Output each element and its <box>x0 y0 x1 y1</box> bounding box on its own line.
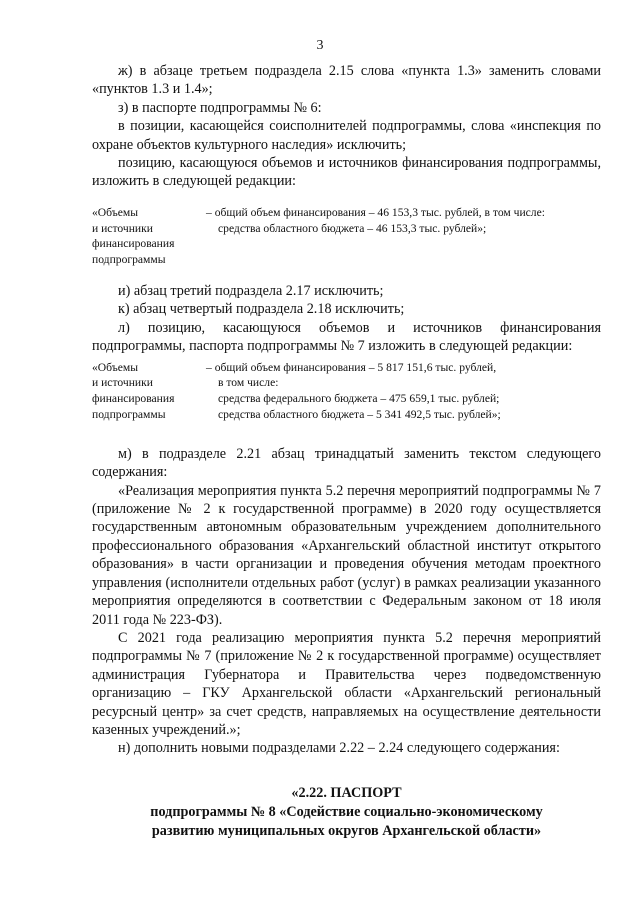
funding-label: «Объемы и источники финансирования подпрограммы <box>92 205 175 267</box>
title-line-1: «2.22. ПАСПОРТ <box>291 784 402 801</box>
paragraph-zh: ж) в абзаце третьем подраздела 2.15 слова «пункта 1.3» заменить словами «пунктов 1.3 и 1.4»; <box>92 63 601 98</box>
paragraph-2021: С 2021 года реализацию мероприятия пункта 5.2 перечня мероприятий подпрограммы № 7 (приложение № 2 к государственной программе) осуществляет администрация Губернатора и Правительства через подведомственную организацию – ГКУ Архангельской области «Архангельский региональный ресурсный центр» за счет средств, направляемых на осуществление деятельности казенных учреждений.»; <box>92 629 601 738</box>
title-line-3: развитию муниципальных округов Архангельской области» <box>151 822 542 839</box>
paragraph-z: з) в паспорте подпрограммы № 6: <box>118 99 322 116</box>
title-line-2: подпрограммы № 8 «Содействие социально-экономическому <box>150 803 543 820</box>
paragraph-l: л) позицию, касающуюся объемов и источников финансирования подпрограммы, паспорта подпрограммы № 7 изложить в следующей редакции: <box>92 319 601 355</box>
paragraph-k: к) абзац четвертый подраздела 2.18 исключить; <box>118 301 405 318</box>
page-number: 3 <box>316 38 324 53</box>
paragraph-n: н) дополнить новыми подразделами 2.22 – 2.24 следующего содержания: <box>118 740 560 757</box>
section-title <box>92 784 601 841</box>
paragraph-realization: «Реализация мероприятия пункта 5.2 перечня мероприятий подпрограммы № 7 (приложение № 2 к государственной программе) в 2020 году осуществляется государственным автономным образовательным учреждением дополнительного профессионального образования «Архангельский областной институт открытого образования» в части организации и проведения обучения методам проектного управления (исполнители отдельных работ (услуг) в рамках реализации указанного мероприятия определяются в соответствии с Федеральным законом от 18 июля 2011 года № 223-ФЗ). <box>92 482 601 628</box>
paragraph-soispolniteli: в позиции, касающейся соисполнителей подпрограммы, слова «инспекция по охране объектов культурного наследия» исключить; <box>92 118 601 153</box>
paragraph-i: и) абзац третий подраздела 2.17 исключить; <box>118 283 384 300</box>
document-body <box>92 62 601 841</box>
funding-value: – общий объем финансирования – 5 817 151,6 тыс. рублей, в том числе: средства федерального бюджета – 475 659,1 тыс. рублей; средства областного бюджета – 5 341 492,5 тыс. рублей»; <box>206 360 501 422</box>
funding-value: – общий объем финансирования – 46 153,3 тыс. рублей, в том числе: средства областного бюджета – 46 153,3 тыс. рублей»; <box>206 205 545 235</box>
paragraph-m: м) в подразделе 2.21 абзац тринадцатый заменить текстом следующего содержания: <box>92 445 601 481</box>
funding-block-subprogram-6 <box>92 205 601 268</box>
funding-block-subprogram-7 <box>92 360 601 423</box>
funding-label: «Объемы и источники финансирования подпрограммы <box>92 360 175 422</box>
paragraph-position-6: позицию, касающуюся объемов и источников финансирования подпрограммы, изложить в следующей редакции: <box>92 155 601 190</box>
